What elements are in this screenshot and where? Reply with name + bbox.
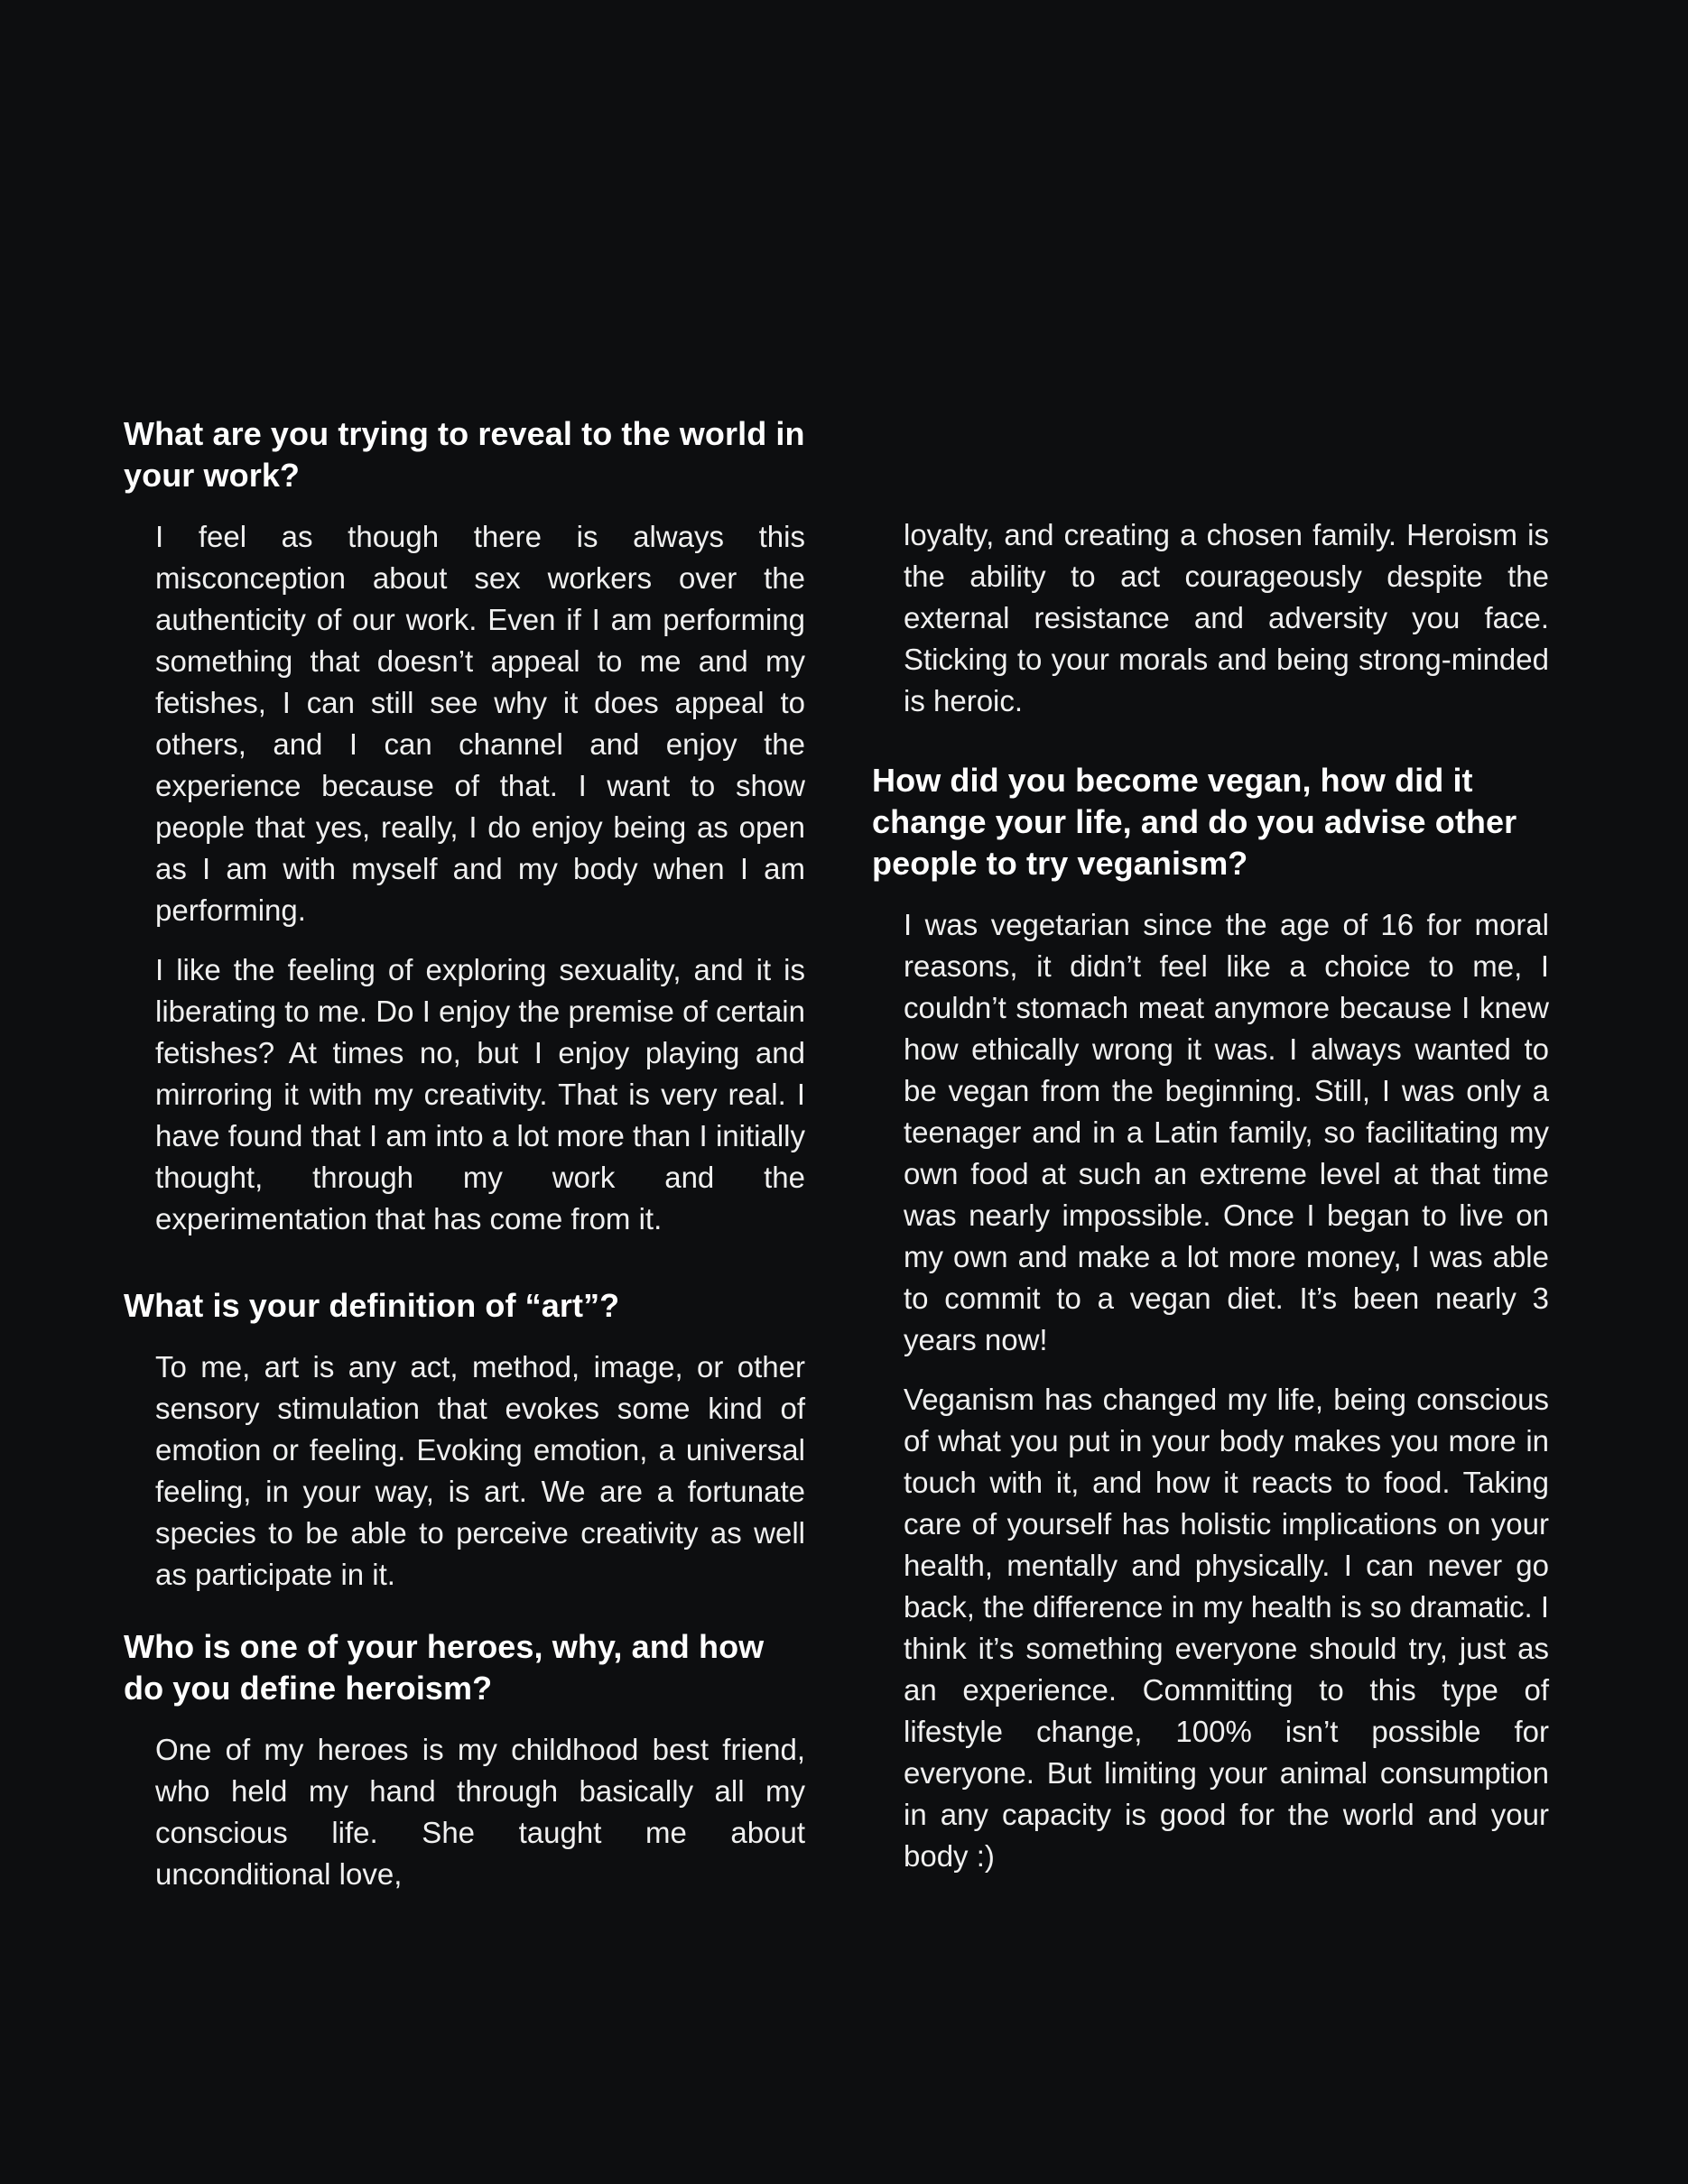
answer-paragraph: One of my heroes is my childhood best friend, who held my hand through basically all my conscious life. She taught me about unconditional love, <box>155 1733 805 1891</box>
right-column <box>872 514 1549 1895</box>
answer-paragraph: Veganism has changed my life, being conscious of what you put in your body makes you more in touch with it, and how it reacts to food. Taking care of yourself has holistic implications on your health, mentally and physically. I can never go back, the difference in my health is so dramatic. I think it’s something everyone should try, just as an experience. Committing to this type of lifestyle change, 100% isn’t possible for everyone. But limiting your animal consumption in any capacity is good for the world and your body :) <box>904 1383 1549 1873</box>
question-heading-art: What is your definition of “art”? <box>124 1287 620 1324</box>
left-column <box>124 413 805 1913</box>
answer-paragraph: I feel as though there is always this misconception about sex workers over the authenticity of our work. Even if I am performing something that doesn’t appeal to me and my fetishes, I can still see why it does appeal to others, and I can channel and enjoy the experience because of that. I want to show people that yes, really, I do enjoy being as open as I am with myself and my body when I am performing. <box>155 520 805 927</box>
question-heading-vegan: How did you become vegan, how did it change your life, and do you advise other people to try veganism? <box>872 762 1517 882</box>
answer-paragraph: I like the feeling of exploring sexuality, and it is liberating to me. Do I enjoy the premise of certain fetishes? At times no, but I enjoy playing and mirroring it with my creativity. That is very real. I have found that I am into a lot more than I initially thought, through my work and the experimentation that has come from it. <box>155 953 805 1235</box>
answer-paragraph: To me, art is any act, method, image, or other sensory stimulation that evokes some kind of emotion or feeling. Evoking emotion, a universal feeling, in your way, is art. We are a fortunate species to be able to perceive creativity as well as participate in it. <box>155 1350 805 1591</box>
answer-paragraph: I was vegetarian since the age of 16 for moral reasons, it didn’t feel like a choice to me, I couldn’t stomach meat anymore because I knew how ethically wrong it was. I always wanted to be vegan from the beginning. Still, I was only a teenager and in a Latin family, so facilitating my own food at such an extreme level at that time was nearly impossible. Once I began to live on my own and make a lot more money, I was able to commit to a vegan diet. It’s been nearly 3 years now! <box>904 908 1549 1356</box>
question-heading-reveal: What are you trying to reveal to the world in your work? <box>124 415 805 494</box>
question-heading-heroes: Who is one of your heroes, why, and how do you define heroism? <box>124 1628 765 1707</box>
answer-paragraph-continued: loyalty, and creating a chosen family. Heroism is the ability to act courageously despite the external resistance and adversity you face. Sticking to your morals and being strong-minded is heroic. <box>904 518 1549 717</box>
